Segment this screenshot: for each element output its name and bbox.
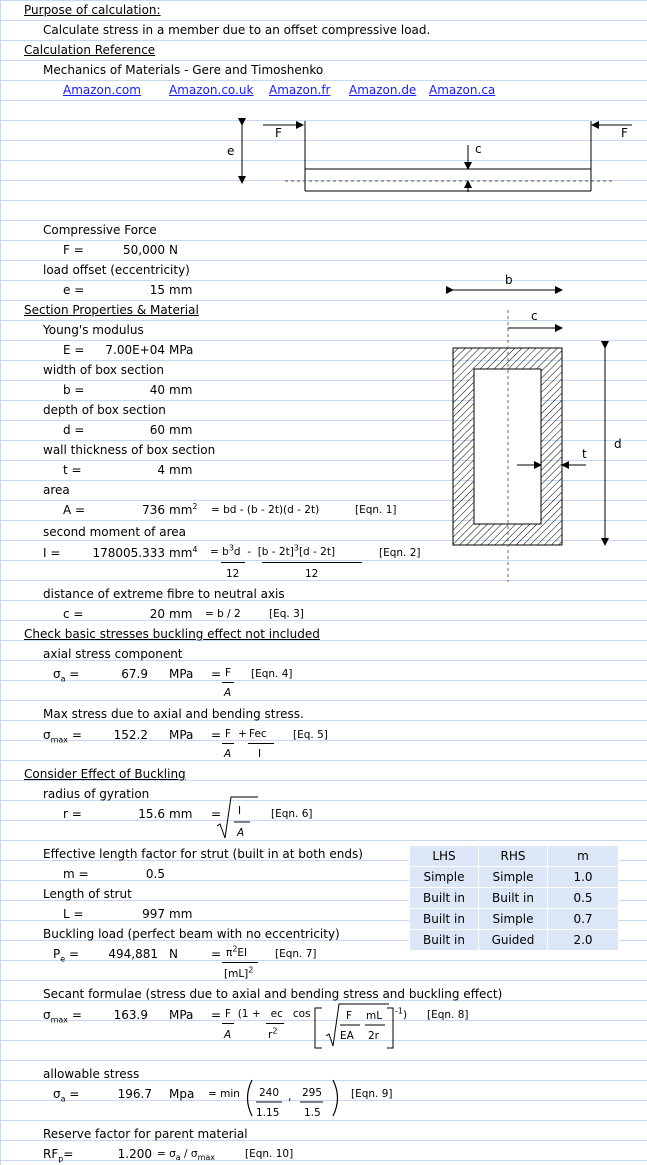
secant-num-f: F (1 + ec cos: [225, 1008, 311, 1020]
gyration-eq-sign: =: [211, 807, 222, 821]
secant-eqn: [Eqn. 8]: [427, 1009, 469, 1021]
area-sym: A =: [63, 503, 86, 517]
allow-value: 196.7: [117, 1087, 152, 1101]
label-f-left: F: [275, 126, 282, 140]
maxstress-den1: A: [224, 748, 232, 760]
force-label: Compressive Force: [43, 223, 157, 237]
secant-inner-ea: EA: [340, 1030, 354, 1042]
area-unit: $mm^2$: [169, 502, 198, 517]
bload-unit: N: [169, 947, 178, 961]
table-cell: Built in: [410, 888, 479, 909]
youngs-unit: MPa: [169, 343, 194, 357]
axial-num: F: [225, 667, 232, 679]
force-unit: N: [169, 243, 178, 257]
width-label: width of box section: [43, 363, 164, 377]
moment-sym: I =: [43, 546, 61, 560]
bload-sym: $P_e$ =: [53, 947, 80, 964]
table-header-m: m: [548, 846, 619, 867]
gyration-sym: r =: [63, 807, 82, 821]
maxstress-sym: $\sigma_{max}$ =: [43, 728, 82, 745]
force-sym: F =: [63, 243, 84, 257]
length-value: 997: [142, 907, 165, 921]
gyration-eqn: [Eqn. 6]: [271, 808, 313, 820]
reserve-eqn: [Eqn. 10]: [245, 1148, 294, 1160]
wall-sym: t =: [63, 463, 82, 477]
table-row: [410, 888, 619, 909]
link-amazon-fr[interactable]: Amazon.fr: [269, 83, 331, 97]
gyration-num: I: [238, 805, 242, 817]
wall-value: 4: [157, 463, 165, 477]
table-cell: Simple: [410, 867, 479, 888]
table-cell: Built in: [410, 930, 479, 951]
table-cell: 1.0: [548, 867, 619, 888]
gyration-label: radius of gyration: [43, 787, 150, 801]
label-f-right: F: [621, 126, 628, 140]
secant-den-a: A: [224, 1029, 232, 1041]
gyration-value: 15.6: [138, 807, 165, 821]
table-cell: 0.5: [548, 888, 619, 909]
length-unit: mm: [169, 907, 193, 921]
reference-book: Mechanics of Materials - Gere and Timoshenko: [43, 63, 324, 77]
moment-label: second moment of area: [43, 525, 186, 539]
axial-value: 67.9: [121, 667, 148, 681]
reference-heading: Calculation Reference: [24, 43, 156, 57]
bload-eqn: [Eqn. 7]: [275, 948, 317, 960]
secant-den-r2: $r^2$: [268, 1026, 278, 1041]
axial-sym: $\sigma_a$ =: [53, 667, 80, 684]
wall-unit: mm: [169, 463, 193, 477]
label-d: d: [614, 437, 622, 451]
extreme-eqn: [Eq. 3]: [269, 608, 304, 620]
maxstress-label: Max stress due to axial and bending stress.: [43, 707, 304, 721]
label-c-section: c: [531, 309, 538, 323]
moment-den1: 12: [226, 568, 240, 580]
allow-sym: $\sigma_a$ =: [53, 1087, 80, 1104]
table-row: [410, 909, 619, 930]
width-value: 40: [149, 383, 165, 397]
table-header-rhs: RHS: [479, 846, 548, 867]
width-sym: b =: [63, 383, 85, 397]
maxstress-eq-sign: =: [211, 728, 222, 742]
width-unit: mm: [169, 383, 193, 397]
link-amazon-de[interactable]: Amazon.de: [349, 83, 417, 97]
youngs-value: 7.00E+04: [105, 343, 165, 357]
depth-unit: mm: [169, 423, 193, 437]
depth-value: 60: [149, 423, 165, 437]
length-label: Length of strut: [43, 887, 132, 901]
link-amazon-ca[interactable]: Amazon.ca: [429, 83, 496, 97]
secant-unit: MPa: [169, 1008, 194, 1022]
gyration-den: A: [237, 827, 245, 839]
bload-eq-sign: =: [211, 947, 222, 961]
offset-unit: mm: [169, 283, 193, 297]
table-cell: Simple: [479, 867, 548, 888]
moment-unit: $mm^4$: [169, 545, 198, 560]
secant-inner-f: F: [346, 1010, 353, 1022]
extreme-sym: c =: [63, 607, 84, 621]
link-amazon-com[interactable]: Amazon.com: [63, 83, 141, 97]
basic-heading: Check basic stresses buckling effect not included: [24, 627, 320, 641]
table-header-lhs: LHS: [410, 846, 479, 867]
secant-value: 163.9: [113, 1008, 148, 1022]
section-heading: Section Properties & Material: [24, 303, 199, 317]
maxstress-value: 152.2: [113, 728, 148, 742]
allow-comma: ,: [288, 1091, 292, 1103]
buckling-heading: Consider Effect of Buckling: [24, 767, 186, 781]
maxstress-num2: Fec: [249, 728, 267, 740]
secant-eq-sign: =: [211, 1008, 222, 1022]
table-row: [410, 867, 619, 888]
efflen-label: Effective length factor for strut (built in at both ends): [43, 847, 363, 861]
axial-unit: MPa: [169, 667, 194, 681]
maxstress-num1: F: [225, 728, 232, 740]
length-sym: L =: [63, 907, 84, 921]
purpose-text: Calculate stress in a member due to an offset compressive load.: [43, 23, 431, 37]
table-cell: 2.0: [548, 930, 619, 951]
secant-inner-ml: mL: [366, 1010, 383, 1022]
table-cell: Built in: [410, 909, 479, 930]
table-row: [410, 930, 619, 951]
area-value: 736: [142, 503, 165, 517]
reserve-formula: = $\sigma_a / \sigma_{max}$: [157, 1148, 216, 1163]
table-cell: Guided: [479, 930, 548, 951]
moment-den2: 12: [305, 568, 319, 580]
end-condition-table: [409, 845, 619, 951]
offset-value: 15: [149, 283, 165, 297]
extreme-formula: = b / 2: [205, 608, 241, 620]
bload-label: Buckling load (perfect beam with no eccentricity): [43, 927, 340, 941]
extreme-label: distance of extreme fibre to neutral axis: [43, 587, 285, 601]
bload-num: $\pi^2EI$: [226, 944, 248, 959]
gyration-unit: mm: [169, 807, 193, 821]
reserve-sym: $RF_p=$: [43, 1147, 74, 1164]
extreme-unit: mm: [169, 607, 193, 621]
allow-n1: 240: [259, 1087, 280, 1099]
offset-sym: e =: [63, 283, 85, 297]
axial-label: axial stress component: [43, 647, 183, 661]
purpose-heading: Purpose of calculation:: [24, 3, 161, 17]
table-cell: Simple: [479, 909, 548, 930]
offset-label: load offset (eccentricity): [43, 263, 190, 277]
table-cell: 0.7: [548, 909, 619, 930]
moment-formula: = $b^3d - [b - 2t]^3[d - 2t]$: [210, 543, 336, 558]
force-value: 50,000: [123, 243, 165, 257]
table-cell: Built in: [479, 888, 548, 909]
label-c: c: [475, 142, 482, 156]
maxstress-eqn: [Eq. 5]: [293, 729, 328, 741]
axial-eq-sign: =: [211, 667, 222, 681]
efflen-value: 0.5: [145, 867, 165, 881]
wall-label: wall thickness of box section: [43, 443, 216, 457]
maxstress-plus: +: [238, 728, 247, 740]
allow-eqn: [Eqn. 9]: [351, 1088, 393, 1100]
label-e: e: [227, 144, 235, 158]
area-eqn: [Eqn. 1]: [355, 504, 397, 516]
depth-label: depth of box section: [43, 403, 166, 417]
allow-unit: Mpa: [169, 1087, 195, 1101]
axial-den: A: [224, 687, 232, 699]
moment-eqn: [Eqn. 2]: [379, 547, 421, 559]
youngs-label: Young's modulus: [43, 323, 144, 337]
efflen-sym: m =: [63, 867, 89, 881]
maxstress-unit: MPa: [169, 728, 194, 742]
allow-n2: 295: [302, 1087, 323, 1099]
secant-inner-2r: 2r: [368, 1030, 379, 1042]
secant-sym: $\sigma_{max}$ =: [43, 1008, 82, 1025]
secant-label: Secant formulae (stress due to axial and bending stress and buckling effect): [43, 987, 503, 1001]
axial-eqn: [Eqn. 4]: [251, 668, 293, 680]
area-label: area: [43, 483, 70, 497]
bload-den: [mL]$^2$: [224, 965, 254, 980]
allow-d1: 1.15: [256, 1107, 280, 1119]
allow-d2: 1.5: [304, 1107, 321, 1119]
area-formula: = bd - (b - 2t)(d - 2t): [211, 504, 320, 516]
table-header-row: [410, 846, 619, 867]
reserve-label: Reserve factor for parent material: [43, 1127, 248, 1141]
depth-sym: d =: [63, 423, 85, 437]
label-t: t: [582, 447, 587, 461]
maxstress-den2: I: [258, 748, 262, 760]
reserve-value: 1.200: [117, 1147, 152, 1161]
link-amazon-co-uk[interactable]: Amazon.co.uk: [169, 83, 254, 97]
bload-value: 494,881: [108, 947, 158, 961]
extreme-value: 20: [149, 607, 165, 621]
youngs-sym: E =: [63, 343, 85, 357]
secant-close: $^{-1}$): [395, 1006, 408, 1021]
allow-min: = min: [208, 1088, 240, 1100]
allow-label: allowable stress: [43, 1067, 140, 1081]
moment-value: 178005.333: [92, 546, 165, 560]
label-b: b: [505, 273, 513, 287]
